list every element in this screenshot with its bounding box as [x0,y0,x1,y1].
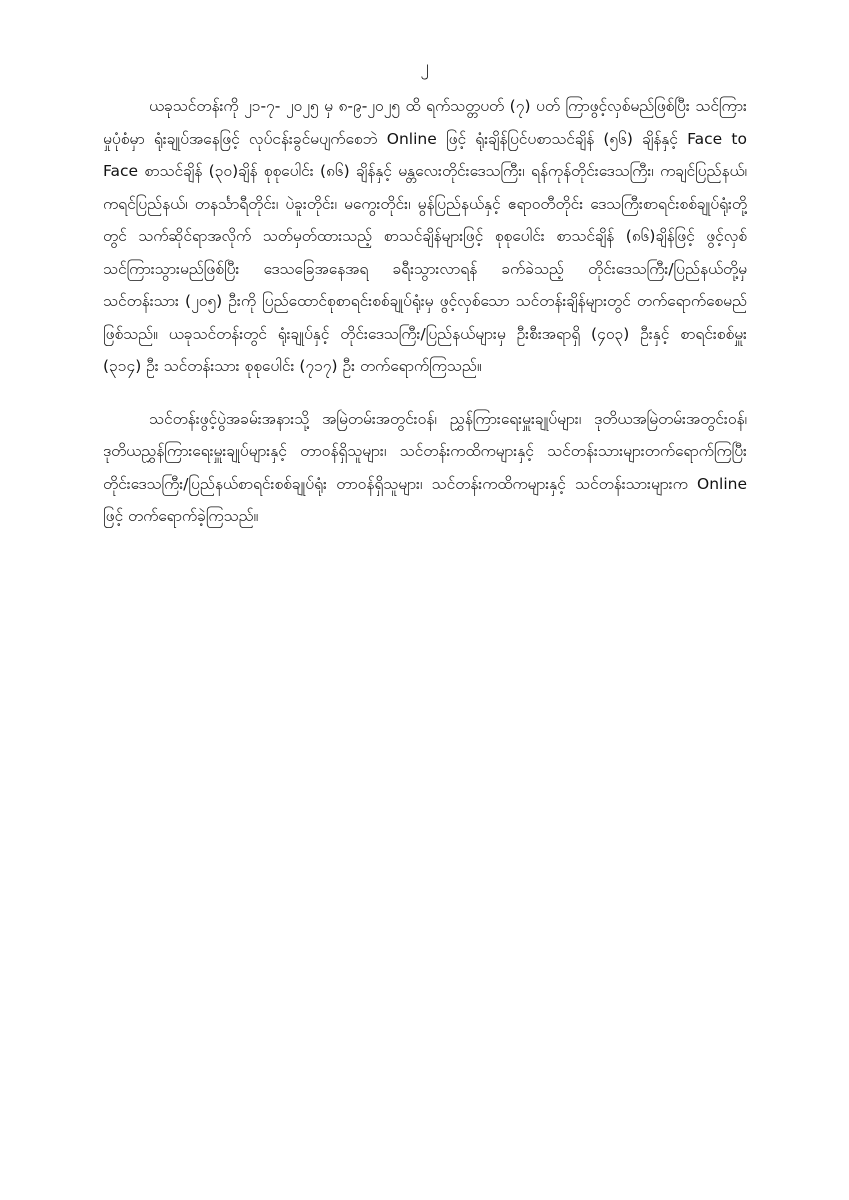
document-body [103,90,747,533]
page-number: ၂ [420,57,429,77]
paragraph-opening-ceremony: သင်တန်းဖွင့်ပွဲအခမ်းအနားသို့ အမြဲတမ်းအတွင်းဝန်၊ ညွှန်ကြားရေးမှူးချုပ်များ၊ ဒုတိယအမြဲတမ်းအတွင်းဝန်၊ ဒုတိယညွှန်ကြားရေးမှူးချုပ်များနှင့် တာဝန်ရှိသူများ၊ သင်တန်းကထိကများနှင့် သင်တန်းသားများတက်ရောက်ကြပြီး တိုင်းဒေသကြီး/ပြည်နယ်စာရင်းစစ်ချုပ်ရုံး တာဝန်ရှိသူများ၊ သင်တန်းကထိကများနှင့် သင်တန်းသားများက Online ဖြင့် တက်ရောက်ခဲ့ကြသည်။ [103,409,747,525]
paragraph-course-schedule: ယခုသင်တန်းကို ၂၁-၇- ၂၀၂၅ မှ ၈-၉-၂၀၂၅ ထိ ရက်သတ္တပတ် (၇) ပတ် ကြာဖွင့်လှစ်မည်ဖြစ်ပြီး သင်ကြားမှုပုံစံမှာ ရုံးချုပ်အနေဖြင့် လုပ်ငန်းခွင်မပျက်စေဘဲ Online ဖြင့် ရုံးချိန်ပြင်ပစာသင်ချိန် (၅၆) ချိန်နှင့် Face to Face စာသင်ချိန် (၃၀)ချိန် စုစုပေါင်း (၈၆) ချိန်နှင့် မန္တလေးတိုင်းဒေသကြီး၊ ရန်ကုန်တိုင်းဒေသကြီး၊ ကချင်ပြည်နယ်၊ ကရင်ပြည်နယ်၊ တနင်္သာရီတိုင်း၊ ပဲခူးတိုင်း၊ မကွေးတိုင်း၊ မွန်ပြည်နယ်နှင့် ဧရာဝတီတိုင်း ဒေသကြီးစာရင်းစစ်ချုပ်ရုံးတို့တွင် သက်ဆိုင်ရာအလိုက် သတ်မှတ်ထားသည့် စာသင်ချိန်များဖြင့် စုစုပေါင်း စာသင်ချိန် (၈၆)ချိန်ဖြင့် ဖွင့်လှစ်သင်ကြားသွားမည်ဖြစ်ပြီး ဒေသခြေအနေအရ ခရီးသွားလာရန် ခက်ခဲသည့် တိုင်းဒေသကြီး/ပြည်နယ်တို့မှ သင်တန်းသား (၂၀၅) ဦးကို ပြည်ထောင်စုစာရင်းစစ်ချုပ်ရုံးမှ ဖွင့်လှစ်သော သင်တန်းချိန်များတွင် တက်ရောက်စေမည်ဖြစ်သည်။ ယခုသင်တန်းတွင် ရုံးချုပ်နှင့် တိုင်းဒေသကြီး/ပြည်နယ်များမှ ဦးစီးအရာရှိ (၄၀၃) ဦးနှင့် စာရင်းစစ်မှူး (၃၁၄) ဦး သင်တန်းသား စုစုပေါင်း (၇၁၇) ဦး တက်ရောက်ကြသည်။ [103,97,747,375]
